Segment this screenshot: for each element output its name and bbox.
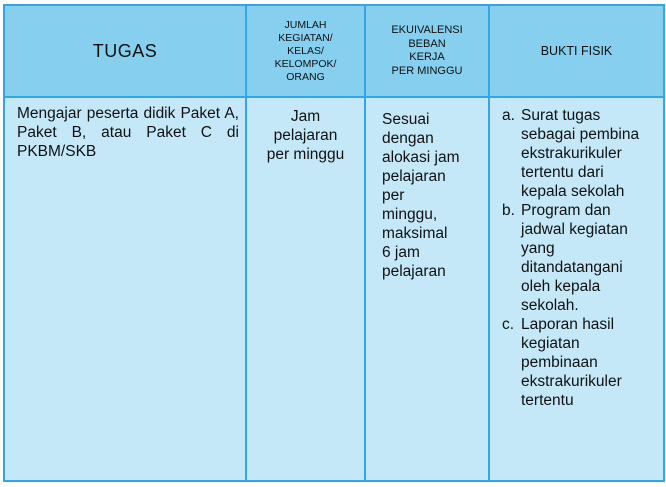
list-marker: c.	[502, 316, 515, 333]
list-item-line: Program dan	[521, 202, 611, 219]
list-item	[502, 201, 659, 315]
cell-ekuivalensi-line: Sesuai	[382, 111, 430, 128]
list-item-line: Surat tugas	[521, 107, 601, 124]
cell-ekuivalensi-line: alokasi jam	[382, 149, 460, 166]
cell-ekuivalensi	[365, 97, 489, 481]
cell-jumlah-line: per minggu	[266, 146, 345, 163]
cell-ekuivalensi-line: pelajaran	[382, 168, 446, 185]
list-item-line: Laporan hasil	[521, 316, 615, 333]
list-item-line: ditandatangani	[521, 259, 623, 276]
list-item-line: tertentu dari	[521, 164, 604, 181]
cell-tugas: Mengajar peserta didik Paket A, Paket B, atau Paket C di PKBM/SKB	[4, 97, 246, 481]
list-item-line: oleh kepala	[521, 278, 601, 295]
list-item-line: pembinaan	[521, 354, 598, 371]
header-ekuivalensi-line: BEBAN	[408, 37, 446, 50]
header-bukti-fisik: BUKTI FISIK	[489, 5, 664, 97]
header-ekuivalensi	[365, 5, 489, 97]
cell-ekuivalensi-line: dengan	[382, 130, 434, 147]
task-table	[3, 4, 665, 482]
header-jumlah	[246, 5, 365, 97]
cell-jumlah	[246, 97, 365, 481]
list-item-line: yang	[521, 240, 555, 257]
header-row	[4, 5, 664, 97]
list-item-line: sebagai pembina	[521, 126, 640, 143]
list-item-line: ekstrakurikuler	[521, 373, 622, 390]
bukti-list	[502, 106, 659, 410]
list-item	[502, 106, 659, 201]
list-marker: a.	[502, 107, 515, 124]
list-marker: b.	[502, 202, 515, 219]
list-item-line: tertentu	[521, 392, 574, 409]
list-item-line: kepala sekolah	[521, 183, 625, 200]
header-ekuivalensi-line: KERJA	[409, 51, 445, 63]
list-item	[502, 315, 659, 410]
header-jumlah-line: KEGIATAN/	[278, 31, 333, 44]
cell-jumlah-line: pelajaran	[273, 127, 338, 144]
cell-bukti-fisik	[489, 97, 664, 481]
list-item-line: jadwal kegiatan	[521, 221, 628, 238]
table-row	[4, 97, 664, 481]
cell-ekuivalensi-line: per	[382, 187, 405, 204]
header-jumlah-line: JUMLAH	[284, 18, 327, 31]
cell-jumlah-line: Jam	[290, 108, 321, 125]
header-jumlah-line: KELAS/	[287, 44, 324, 57]
cell-ekuivalensi-line: 6 jam	[382, 244, 420, 261]
header-jumlah-line: KELOMPOK/	[274, 57, 337, 70]
cell-ekuivalensi-line: minggu,	[382, 206, 438, 223]
header-tugas: TUGAS	[4, 5, 246, 97]
cell-ekuivalensi-line: maksimal	[382, 225, 448, 242]
list-item-line: sekolah.	[521, 297, 579, 314]
header-ekuivalensi-line: PER MINGGU	[391, 64, 463, 77]
list-item-line: ekstrakurikuler	[521, 145, 622, 162]
list-item-line: kegiatan	[521, 335, 580, 352]
header-jumlah-line: ORANG	[286, 70, 325, 83]
header-ekuivalensi-line: EKUIVALENSI	[391, 24, 463, 36]
cell-ekuivalensi-line: pelajaran	[382, 263, 446, 280]
